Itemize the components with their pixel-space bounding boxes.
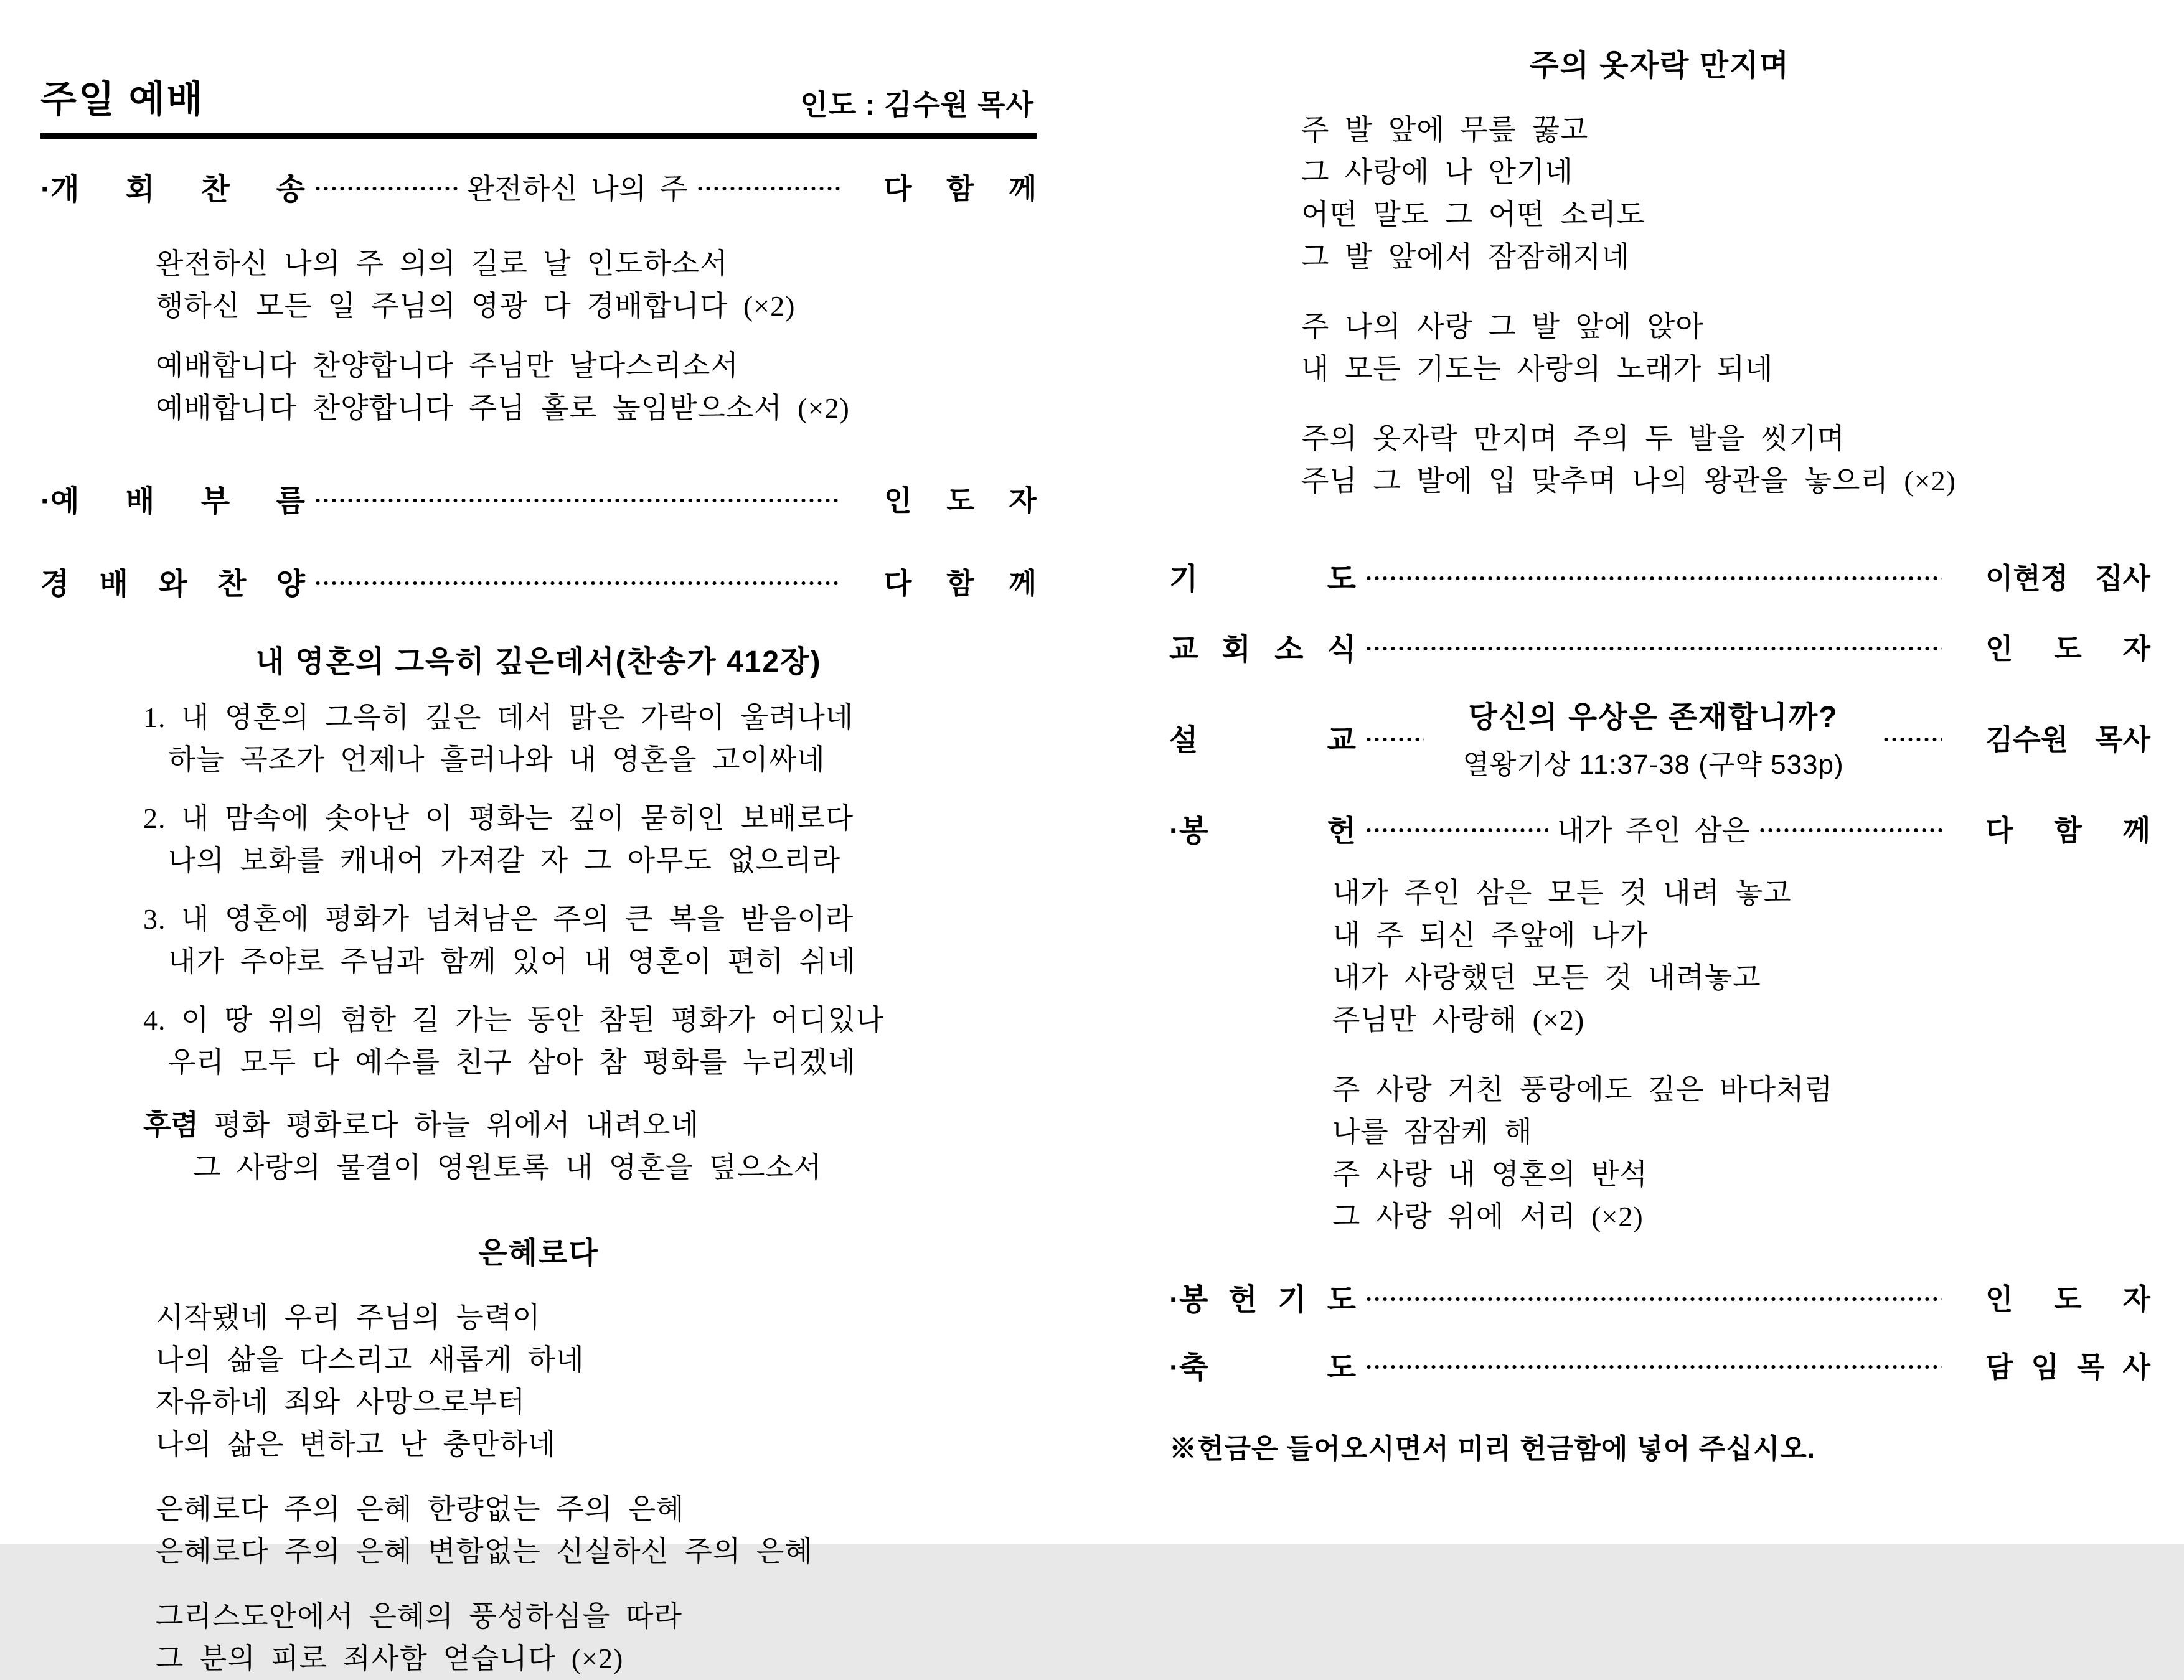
lyric-line: 그 사랑 위에 서리 (×2) bbox=[1332, 1201, 1644, 1232]
leader-dots bbox=[1365, 645, 1942, 652]
left-column bbox=[40, 70, 1037, 1680]
song2-refrain bbox=[40, 1102, 1037, 1189]
lyric-line: 완전하신 나의 주 의의 길로 날 인도하소서 bbox=[156, 248, 728, 279]
performer: 인 도 자 bbox=[1985, 1282, 2150, 1315]
song4-group1 bbox=[1169, 109, 2150, 278]
song5-group2 bbox=[1169, 1069, 2150, 1238]
lyric-line: 내가 사랑했던 모든 것 내려놓고 bbox=[1332, 962, 1761, 993]
lyric-line: 그 발 앞에서 잠잠해지네 bbox=[1301, 241, 1630, 273]
order-row-praise bbox=[40, 560, 1037, 603]
song4-group2 bbox=[1169, 306, 2150, 390]
hymn-name: 완전하신 나의 주 bbox=[466, 172, 688, 205]
song3-title: 은혜로다 bbox=[478, 1237, 599, 1270]
leader-dots bbox=[1882, 736, 1942, 743]
offering-note: ※헌금은 들어오시면서 미리 헌금함에 넣어 주십시오. bbox=[1169, 1434, 1815, 1464]
page-title: 주일 예배 bbox=[40, 78, 205, 120]
leader-dots bbox=[314, 580, 840, 586]
song2-verse3 bbox=[40, 898, 1037, 983]
performer: 인 도 자 bbox=[1985, 632, 2150, 665]
lyric-line: 은혜로다 주의 은혜 한량없는 주의 은혜 bbox=[156, 1493, 685, 1525]
right-column bbox=[1169, 41, 2150, 1466]
lyric-line: 내가 주인 삼은 모든 것 내려 놓고 bbox=[1332, 877, 1792, 909]
leader-dots bbox=[1365, 736, 1424, 743]
lyric-line: 예배합니다 찬양합니다 주님 홀로 높임받으소서 (×2) bbox=[156, 392, 850, 424]
order-row-announcements bbox=[1169, 625, 2150, 668]
song3-group1 bbox=[40, 1297, 1037, 1466]
lyric-line: 그리스도안에서 은혜의 풍성하심을 따라 bbox=[156, 1600, 682, 1632]
lyric-line: 주 나의 사랑 그 발 앞에 앉아 bbox=[1301, 311, 1704, 342]
song2-verse4 bbox=[40, 999, 1037, 1084]
song4-group3 bbox=[1169, 418, 2150, 502]
leader-dots bbox=[696, 185, 840, 192]
order-label: ·봉 헌 bbox=[1169, 815, 1356, 848]
refrain-text: 평화 평화로다 하늘 위에서 내려오네 bbox=[214, 1109, 699, 1141]
song5-group1 bbox=[1169, 872, 2150, 1041]
song1-stanza2 bbox=[40, 345, 1037, 429]
leader-dots bbox=[1758, 827, 1942, 833]
order-label: 기 도 bbox=[1169, 563, 1356, 596]
order-label: ·축 도 bbox=[1169, 1351, 1356, 1384]
sermon-title: 당신의 우상은 존재합니까? bbox=[1468, 701, 1838, 734]
leader-dots bbox=[314, 497, 840, 504]
lyric-line: 나의 보화를 캐내어 가져갈 자 그 아무도 없으리라 bbox=[168, 845, 841, 876]
song1-stanza1 bbox=[40, 243, 1037, 327]
performer: 담 임 목 사 bbox=[1985, 1350, 2150, 1383]
performer: 인 도 자 bbox=[884, 484, 1037, 517]
song2-verse1 bbox=[40, 697, 1037, 781]
order-label: ·개 회 찬 송 bbox=[40, 173, 305, 206]
lyric-line: 1. 내 영혼의 그윽히 깊은 데서 맑은 가락이 울려나네 bbox=[143, 702, 854, 733]
order-row-offering-prayer bbox=[1169, 1275, 2150, 1318]
performer: 이현정 집사 bbox=[1985, 561, 2150, 594]
song2-verse2 bbox=[40, 797, 1037, 882]
lyric-line: 나를 잠잠케 해 bbox=[1332, 1116, 1533, 1148]
order-row-offering bbox=[1169, 807, 2150, 850]
hymn-name: 내가 주인 삼은 bbox=[1556, 814, 1750, 847]
leader-dots bbox=[1365, 575, 1942, 581]
service-leader: 인도 : 김수원 목사 bbox=[800, 88, 1034, 121]
lyric-line: 주님 그 발에 입 맞추며 나의 왕관을 놓으리 (×2) bbox=[1301, 465, 1956, 497]
order-label: 설 교 bbox=[1169, 724, 1356, 757]
lyric-line: 주 발 앞에 무릎 꿇고 bbox=[1301, 114, 1589, 146]
lyric-line: 은혜로다 주의 은혜 변함없는 신실하신 주의 은혜 bbox=[156, 1536, 813, 1567]
lyric-line: 그 사랑에 나 안기네 bbox=[1301, 156, 1573, 188]
lyric-line: 내가 주야로 주님과 함께 있어 내 영혼이 편히 쉬네 bbox=[168, 946, 856, 977]
song3-group2 bbox=[40, 1488, 1037, 1573]
leader-dots bbox=[1365, 827, 1548, 833]
leader-dots bbox=[1365, 1296, 1942, 1302]
order-label: ·봉 헌 기 도 bbox=[1169, 1283, 1356, 1316]
performer: 다 함 께 bbox=[884, 172, 1037, 205]
lyric-line: 나의 삶은 변하고 난 충만하네 bbox=[156, 1429, 557, 1460]
performer: 다 함 께 bbox=[884, 566, 1037, 599]
sermon-scripture: 열왕기상 11:37-38 (구약 533p) bbox=[1462, 749, 1844, 780]
lyric-line: 주님만 사랑해 (×2) bbox=[1332, 1004, 1585, 1036]
lyric-line: 주 사랑 거친 풍랑에도 깊은 바다처럼 bbox=[1332, 1074, 1833, 1105]
lyric-line: 그 분의 피로 죄사함 얻습니다 (×2) bbox=[156, 1643, 624, 1674]
song4-title: 주의 옷자락 만지며 bbox=[1530, 49, 1790, 82]
lyric-line: 내 모든 기도는 사랑의 노래가 되네 bbox=[1301, 353, 1774, 385]
lyric-line: 2. 내 맘속에 솟아난 이 평화는 깊이 묻히인 보배로다 bbox=[143, 802, 854, 834]
performer: 다 함 께 bbox=[1985, 814, 2150, 847]
lyric-line: 시작됐네 우리 주님의 능력이 bbox=[156, 1302, 541, 1333]
lyric-line: 4. 이 땅 위의 험한 길 가는 동안 참된 평화가 어디있나 bbox=[143, 1004, 885, 1036]
lyric-line: 행하신 모든 일 주님의 영광 다 경배합니다 (×2) bbox=[156, 290, 796, 322]
lyric-line: 내 주 되신 주앞에 나가 bbox=[1332, 919, 1648, 951]
service-header bbox=[40, 70, 1037, 139]
leader-dots bbox=[1365, 1364, 1942, 1370]
song3-group3 bbox=[40, 1595, 1037, 1680]
lyric-line: 주 사랑 내 영혼의 반석 bbox=[1332, 1158, 1648, 1190]
order-label: ·예 배 부 름 bbox=[40, 485, 305, 518]
lyric-line: 예배합니다 찬양합니다 주님만 날다스리소서 bbox=[156, 350, 739, 382]
order-row-opening-hymn bbox=[40, 165, 1037, 208]
lyric-line: 어떤 말도 그 어떤 소리도 bbox=[1301, 199, 1645, 230]
performer: 김수원 목사 bbox=[1985, 723, 2150, 756]
lyric-line bbox=[143, 1102, 1037, 1147]
leader-dots bbox=[314, 185, 458, 192]
order-label: 경 배 와 찬 양 bbox=[40, 568, 305, 601]
sermon-block bbox=[1433, 693, 1873, 782]
lyric-line: 주의 옷자락 만지며 주의 두 발을 씻기며 bbox=[1301, 423, 1845, 454]
lyric-line: 자유하네 죄와 사망으로부터 bbox=[156, 1386, 526, 1418]
order-label: 교 회 소 식 bbox=[1169, 633, 1356, 666]
order-row-sermon bbox=[1169, 693, 2150, 782]
lyric-line: 그 사랑의 물결이 영원토록 내 영혼을 덮으소서 bbox=[193, 1152, 822, 1183]
refrain-label: 후렴 bbox=[143, 1109, 199, 1141]
song2-title: 내 영혼의 그윽히 깊은데서(찬송가 412장) bbox=[255, 645, 822, 678]
order-row-call-to-worship bbox=[40, 477, 1037, 520]
lyric-line: 하늘 곡조가 언제나 흘러나와 내 영혼을 고이싸네 bbox=[168, 744, 826, 776]
lyric-line: 3. 내 영혼에 평화가 넘쳐남은 주의 큰 복을 받음이라 bbox=[143, 903, 854, 935]
order-row-prayer bbox=[1169, 555, 2150, 598]
lyric-line: 나의 삶을 다스리고 새롭게 하네 bbox=[156, 1344, 585, 1376]
lyric-line: 우리 모두 다 예수를 친구 삼아 참 평화를 누리겠네 bbox=[168, 1046, 856, 1078]
order-row-benediction bbox=[1169, 1343, 2150, 1386]
